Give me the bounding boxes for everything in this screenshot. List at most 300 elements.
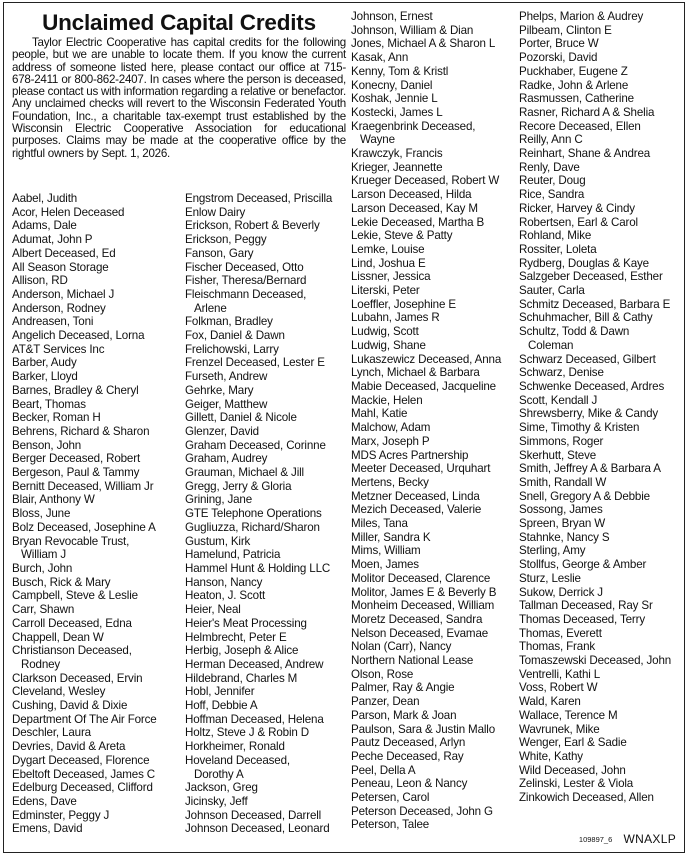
list-item-text: Devries, David & Areta bbox=[12, 740, 126, 754]
list-item-text: Behrens, Richard & Sharon bbox=[12, 424, 150, 438]
list-item-text: Bernitt Deceased, William Jr bbox=[12, 479, 154, 493]
list-item-text: Blair, Anthony W bbox=[12, 493, 95, 507]
list-item-text: Hildebrand, Charles M bbox=[185, 671, 298, 685]
list-item-text: Sauter, Carla bbox=[519, 284, 585, 298]
list-item bbox=[185, 466, 348, 480]
list-item-text: Thomas, Frank bbox=[519, 640, 596, 654]
name-list-column-1 bbox=[12, 192, 180, 836]
list-item-text: Smith, Jeffrey A & Barbara A bbox=[519, 462, 661, 476]
list-item bbox=[519, 216, 684, 230]
list-item-text: Porter, Bruce W bbox=[519, 37, 599, 51]
list-item bbox=[185, 384, 348, 398]
list-item-text: Mezich Deceased, Valerie bbox=[351, 503, 482, 517]
list-item-text: Peterson, Talee bbox=[351, 818, 430, 832]
list-item-text: Graham, Audrey bbox=[185, 452, 268, 466]
list-item bbox=[519, 531, 684, 545]
list-item-text: Clarkson Deceased, Ervin bbox=[12, 671, 143, 685]
list-item-text: Deschler, Laura bbox=[12, 726, 91, 740]
job-code: 109897_6 bbox=[578, 834, 613, 844]
list-item-text: Literski, Peter bbox=[351, 284, 420, 298]
list-item bbox=[351, 544, 516, 558]
list-item-text: Mabie Deceased, Jacqueline bbox=[351, 379, 496, 393]
list-item bbox=[351, 627, 516, 641]
list-item bbox=[519, 476, 684, 490]
list-item bbox=[519, 284, 684, 298]
list-item bbox=[12, 644, 180, 671]
list-item bbox=[519, 120, 684, 134]
list-item bbox=[185, 507, 348, 521]
list-item-text: Benson, John bbox=[12, 438, 82, 452]
list-item-text: Edelburg Deceased, Clifford bbox=[12, 781, 153, 795]
list-item bbox=[12, 521, 180, 535]
list-item bbox=[12, 356, 180, 370]
list-item bbox=[519, 380, 684, 394]
list-item-text: Ventrelli, Kathi L bbox=[519, 667, 601, 681]
list-item bbox=[185, 644, 348, 658]
list-item bbox=[519, 394, 684, 408]
list-item bbox=[185, 398, 348, 412]
list-item bbox=[185, 726, 348, 740]
list-item-text: Ludwig, Shane bbox=[351, 338, 426, 352]
notice-page bbox=[3, 2, 685, 853]
list-item bbox=[519, 24, 684, 38]
list-item-text: Sossong, James bbox=[519, 503, 603, 517]
list-item-text: Department Of The Air Force bbox=[12, 712, 157, 726]
list-item bbox=[519, 106, 684, 120]
list-item bbox=[351, 586, 516, 600]
list-item-text: Johnson, Ernest bbox=[351, 10, 433, 23]
list-item bbox=[519, 366, 684, 380]
list-item-text: Fleischmann Deceased, bbox=[185, 287, 307, 301]
list-item bbox=[519, 10, 684, 24]
list-item bbox=[351, 229, 516, 243]
name-list-column-2 bbox=[185, 192, 348, 836]
list-item bbox=[351, 558, 516, 572]
list-item bbox=[519, 298, 684, 312]
list-item-text: Sime, Timothy & Kristen bbox=[519, 421, 640, 435]
list-item bbox=[351, 257, 516, 271]
list-item bbox=[351, 435, 516, 449]
list-item bbox=[185, 713, 348, 727]
list-item bbox=[351, 65, 516, 79]
name-list-column-4 bbox=[519, 10, 684, 805]
list-item bbox=[12, 247, 180, 261]
list-item-text: Johnson, William & Dian bbox=[351, 23, 474, 37]
list-item bbox=[351, 764, 516, 778]
list-item bbox=[12, 329, 180, 343]
list-item bbox=[519, 449, 684, 463]
list-item bbox=[12, 233, 180, 247]
list-item bbox=[185, 658, 348, 672]
list-item-text: Reuter, Doug bbox=[519, 174, 586, 188]
list-item-text: Lissner, Jessica bbox=[351, 270, 431, 284]
list-item-text: Mims, William bbox=[351, 544, 421, 558]
list-item bbox=[351, 216, 516, 230]
list-item bbox=[519, 65, 684, 79]
list-item-text: Kenny, Tom & Kristl bbox=[351, 64, 449, 78]
list-item-text: Simmons, Roger bbox=[519, 434, 604, 448]
list-item-text: AT&T Services Inc bbox=[12, 342, 105, 356]
list-item bbox=[185, 315, 348, 329]
list-item-text: Heaton, J. Scott bbox=[185, 589, 266, 603]
list-item-text: Kasak, Ann bbox=[351, 51, 409, 65]
list-item bbox=[185, 809, 348, 823]
list-item bbox=[351, 791, 516, 805]
list-item bbox=[12, 398, 180, 412]
list-item bbox=[519, 229, 684, 243]
list-item-text: Monheim Deceased, William bbox=[351, 599, 495, 613]
list-item-text: Skerhutt, Steve bbox=[519, 448, 597, 462]
list-item-text: Peneau, Leon & Nancy bbox=[351, 777, 468, 791]
list-item-text: Rohland, Mike bbox=[519, 229, 592, 243]
list-item bbox=[351, 640, 516, 654]
list-item bbox=[12, 795, 180, 809]
list-item-text: Spreen, Bryan W bbox=[519, 517, 606, 531]
list-item-text: Parson, Mark & Joan bbox=[351, 708, 457, 722]
list-item bbox=[185, 288, 348, 315]
list-item-text: Hammel Hunt & Holding LLC bbox=[185, 561, 331, 575]
list-item bbox=[351, 366, 516, 380]
list-item bbox=[519, 51, 684, 65]
list-item bbox=[351, 407, 516, 421]
list-item-text: Hamelund, Patricia bbox=[185, 548, 281, 562]
list-item bbox=[12, 439, 180, 453]
list-item-text: Frelichowski, Larry bbox=[185, 342, 279, 356]
list-item-text: Schultz, Todd & Dawn bbox=[519, 325, 630, 339]
list-item-text: Erickson, Robert & Beverly bbox=[185, 219, 320, 233]
list-item bbox=[185, 576, 348, 590]
list-item-text: Loeffler, Josephine E bbox=[351, 297, 456, 311]
list-item-text: Snell, Gregory A & Debbie bbox=[519, 489, 650, 503]
list-item bbox=[185, 219, 348, 233]
list-item-text: Cushing, David & Dixie bbox=[12, 699, 128, 713]
list-item-text: Ricker, Harvey & Cindy bbox=[519, 201, 635, 215]
list-item-text: Graham Deceased, Corinne bbox=[185, 438, 326, 452]
list-item bbox=[519, 270, 684, 284]
list-item bbox=[351, 380, 516, 394]
list-item bbox=[185, 781, 348, 795]
list-item bbox=[351, 572, 516, 586]
list-item bbox=[12, 740, 180, 754]
list-item bbox=[185, 247, 348, 261]
list-item bbox=[519, 544, 684, 558]
list-item bbox=[519, 462, 684, 476]
list-item bbox=[351, 709, 516, 723]
list-item bbox=[351, 681, 516, 695]
list-item-text: Bryan Revocable Trust, bbox=[12, 534, 130, 548]
list-item-text: Mackie, Helen bbox=[351, 393, 423, 407]
list-item-text: Stollfus, George & Amber bbox=[519, 558, 647, 572]
list-item-text: Pautz Deceased, Arlyn bbox=[351, 736, 466, 750]
list-item-text: Christianson Deceased, bbox=[12, 644, 132, 658]
list-item bbox=[185, 206, 348, 220]
notice-title: Unclaimed Capital Credits bbox=[42, 10, 316, 35]
list-item bbox=[12, 562, 180, 576]
list-item bbox=[519, 37, 684, 51]
list-item-text: Furseth, Andrew bbox=[185, 370, 268, 384]
list-item bbox=[519, 188, 684, 202]
list-item bbox=[185, 261, 348, 275]
list-item bbox=[351, 750, 516, 764]
list-item-text: Renly, Dave bbox=[519, 160, 580, 174]
list-item-text: Puckhaber, Eugene Z bbox=[519, 64, 628, 78]
list-item-text: Helmbrecht, Peter E bbox=[185, 630, 287, 644]
list-item bbox=[185, 685, 348, 699]
list-item bbox=[519, 490, 684, 504]
list-item bbox=[351, 695, 516, 709]
list-item bbox=[519, 79, 684, 93]
list-item-text: Petersen, Carol bbox=[351, 791, 430, 805]
list-item bbox=[185, 754, 348, 781]
list-item-text: Miles, Tana bbox=[351, 517, 408, 531]
list-item-text: Rydberg, Douglas & Kaye bbox=[519, 256, 649, 270]
list-item-text: Folkman, Bradley bbox=[185, 315, 273, 329]
list-item-text: Engstrom Deceased, Priscilla bbox=[185, 192, 333, 205]
list-item-text: Sukow, Derrick J bbox=[519, 585, 603, 599]
list-item bbox=[185, 493, 348, 507]
list-item-text: Molitor Deceased, Clarence bbox=[351, 571, 491, 585]
name-list-column-3 bbox=[351, 10, 516, 832]
list-item-text: Horkheimer, Ronald bbox=[185, 740, 285, 754]
list-item-text: Peterson Deceased, John G bbox=[351, 804, 493, 818]
list-item bbox=[351, 325, 516, 339]
list-item-continuation: Dorothy A bbox=[194, 767, 244, 781]
list-item bbox=[351, 298, 516, 312]
list-item-text: Moen, James bbox=[351, 558, 419, 572]
list-item bbox=[185, 452, 348, 466]
list-item-text: All Season Storage bbox=[12, 260, 109, 274]
publication-code: WNAXLP bbox=[623, 832, 676, 846]
list-item-text: Anderson, Rodney bbox=[12, 301, 106, 315]
list-item-continuation: Coleman bbox=[528, 338, 574, 352]
list-item bbox=[12, 617, 180, 631]
list-item bbox=[185, 617, 348, 631]
list-item-text: Heier, Neal bbox=[185, 603, 241, 617]
list-item bbox=[519, 353, 684, 367]
list-item-text: Wavrunek, Mike bbox=[519, 722, 600, 736]
list-item-text: Jicinsky, Jeff bbox=[185, 794, 248, 808]
list-item bbox=[185, 343, 348, 357]
list-item-text: Herman Deceased, Andrew bbox=[185, 657, 324, 671]
list-item-text: Johnson Deceased, Leonard bbox=[185, 822, 330, 836]
list-item-text: Peche Deceased, Ray bbox=[351, 749, 464, 763]
list-item bbox=[351, 79, 516, 93]
list-item bbox=[519, 709, 684, 723]
list-item bbox=[12, 493, 180, 507]
list-item-text: Wild Deceased, John bbox=[519, 763, 626, 777]
list-item-text: Krueger Deceased, Robert W bbox=[351, 174, 500, 188]
list-item-text: Palmer, Ray & Angie bbox=[351, 681, 455, 695]
list-item-text: Fox, Daniel & Dawn bbox=[185, 329, 285, 343]
list-item-text: Zelinski, Lester & Viola bbox=[519, 777, 634, 791]
list-item-text: Barker, Lloyd bbox=[12, 370, 78, 384]
list-item bbox=[351, 723, 516, 737]
list-item-text: Beart, Thomas bbox=[12, 397, 86, 411]
list-item bbox=[351, 161, 516, 175]
list-item-text: GTE Telephone Operations bbox=[185, 507, 322, 521]
list-item-text: Recore Deceased, Ellen bbox=[519, 119, 641, 133]
list-item-text: Bolz Deceased, Josephine A bbox=[12, 520, 156, 534]
list-item-text: Metzner Deceased, Linda bbox=[351, 489, 480, 503]
list-item bbox=[12, 822, 180, 836]
list-item-text: Mahl, Katie bbox=[351, 407, 408, 421]
list-item-text: MDS Acres Partnership bbox=[351, 448, 469, 462]
list-item-text: Scott, Kendall J bbox=[519, 393, 598, 407]
list-item-text: Allison, RD bbox=[12, 274, 68, 288]
list-item bbox=[519, 517, 684, 531]
list-item-text: Aabel, Judith bbox=[12, 192, 78, 205]
list-item-text: Lekie, Steve & Patty bbox=[351, 229, 453, 243]
list-item-text: Larson Deceased, Hilda bbox=[351, 188, 472, 202]
list-item-text: Schwarz, Denise bbox=[519, 366, 604, 380]
list-item bbox=[351, 517, 516, 531]
list-item bbox=[351, 777, 516, 791]
list-item bbox=[351, 449, 516, 463]
list-item bbox=[351, 106, 516, 120]
list-item-text: Adams, Dale bbox=[12, 219, 77, 233]
list-item bbox=[351, 462, 516, 476]
list-item bbox=[519, 421, 684, 435]
list-item-text: Pilbeam, Clinton E bbox=[519, 23, 612, 37]
list-item-text: Koshak, Jennie L bbox=[351, 92, 438, 106]
list-item bbox=[12, 274, 180, 288]
list-item bbox=[12, 288, 180, 302]
list-item-text: Jackson, Greg bbox=[185, 781, 258, 795]
list-item-text: Edminster, Peggy J bbox=[12, 808, 110, 822]
list-item-text: Burch, John bbox=[12, 561, 73, 575]
list-item-text: Miller, Sandra K bbox=[351, 530, 431, 544]
list-item-text: Hobl, Jennifer bbox=[185, 685, 255, 699]
list-item-text: Kraegenbrink Deceased, bbox=[351, 119, 476, 133]
list-item bbox=[519, 435, 684, 449]
list-item-text: Northern National Lease bbox=[351, 654, 474, 668]
list-item-text: Rice, Sandra bbox=[519, 188, 585, 202]
list-item-text: Cleveland, Wesley bbox=[12, 685, 106, 699]
list-item bbox=[185, 274, 348, 288]
list-item bbox=[519, 791, 684, 805]
list-item-text: Glenzer, David bbox=[185, 424, 259, 438]
list-item bbox=[351, 476, 516, 490]
list-item bbox=[12, 261, 180, 275]
list-item-text: Albert Deceased, Ed bbox=[12, 246, 116, 260]
list-item bbox=[519, 161, 684, 175]
list-item bbox=[351, 10, 516, 24]
list-item-text: Reinhart, Shane & Andrea bbox=[519, 147, 651, 161]
list-item bbox=[185, 356, 348, 370]
ad-footer bbox=[579, 832, 676, 846]
list-item-text: Lind, Joshua E bbox=[351, 256, 426, 270]
list-item bbox=[519, 572, 684, 586]
list-item-text: Carr, Shawn bbox=[12, 603, 75, 617]
list-item bbox=[519, 736, 684, 750]
list-item bbox=[519, 668, 684, 682]
list-item-text: Phelps, Marion & Audrey bbox=[519, 10, 644, 23]
list-item bbox=[351, 92, 516, 106]
list-item bbox=[12, 809, 180, 823]
list-item bbox=[351, 37, 516, 51]
list-item-text: Rasner, Richard A & Shelia bbox=[519, 105, 655, 119]
list-item-continuation: Wayne bbox=[360, 133, 395, 147]
list-item-text: Radke, John & Arlene bbox=[519, 78, 629, 92]
list-item bbox=[351, 270, 516, 284]
list-item-text: Lukaszewicz Deceased, Anna bbox=[351, 352, 502, 366]
list-item bbox=[519, 311, 684, 325]
list-item-text: Lubahn, James R bbox=[351, 311, 440, 325]
list-item-text: Tomaszewski Deceased, John bbox=[519, 654, 672, 668]
list-item bbox=[519, 627, 684, 641]
list-item-text: Dygart Deceased, Florence bbox=[12, 753, 150, 767]
list-item bbox=[351, 339, 516, 353]
list-item-text: Voss, Robert W bbox=[519, 681, 598, 695]
list-item-text: Edens, Dave bbox=[12, 794, 77, 808]
list-item bbox=[351, 284, 516, 298]
list-item bbox=[185, 329, 348, 343]
list-item bbox=[12, 781, 180, 795]
list-item bbox=[12, 425, 180, 439]
list-item bbox=[351, 654, 516, 668]
list-item bbox=[12, 343, 180, 357]
list-item-text: Olson, Rose bbox=[351, 667, 414, 681]
list-item bbox=[12, 754, 180, 768]
list-item-text: Ebeltoft Deceased, James C bbox=[12, 767, 156, 781]
list-item bbox=[12, 192, 180, 206]
list-item-text: Thomas, Everett bbox=[519, 626, 602, 640]
list-item bbox=[519, 243, 684, 257]
list-item-text: Malchow, Adam bbox=[351, 421, 431, 435]
list-item-text: Salzgeber Deceased, Esther bbox=[519, 270, 663, 284]
list-item-text: Rasmussen, Catherine bbox=[519, 92, 634, 106]
list-item-text: Gehrke, Mary bbox=[185, 383, 254, 397]
list-item bbox=[519, 750, 684, 764]
list-item bbox=[519, 503, 684, 517]
list-item-text: Meeter Deceased, Urquhart bbox=[351, 462, 491, 476]
list-item bbox=[185, 631, 348, 645]
list-item-text: Adumat, John P bbox=[12, 233, 93, 247]
list-item bbox=[351, 24, 516, 38]
list-item-text: Marx, Joseph P bbox=[351, 434, 430, 448]
list-item-text: Schmitz Deceased, Barbara E bbox=[519, 297, 671, 311]
list-item bbox=[12, 535, 180, 562]
list-item bbox=[351, 818, 516, 832]
list-item bbox=[351, 311, 516, 325]
list-item bbox=[519, 599, 684, 613]
list-item bbox=[185, 370, 348, 384]
list-item bbox=[519, 558, 684, 572]
list-item-text: Enlow Dairy bbox=[185, 205, 246, 219]
list-item-text: Gugliuzza, Richard/Sharon bbox=[185, 520, 320, 534]
list-item-text: Jones, Michael A & Sharon L bbox=[351, 37, 496, 51]
list-item bbox=[185, 535, 348, 549]
list-item-text: Busch, Rick & Mary bbox=[12, 575, 111, 589]
list-item-continuation: Arlene bbox=[194, 301, 227, 315]
list-item-text: Sterling, Amy bbox=[519, 544, 586, 558]
list-item-text: Zinkowich Deceased, Allen bbox=[519, 791, 654, 805]
list-item bbox=[12, 603, 180, 617]
list-item-continuation: William J bbox=[21, 548, 67, 562]
list-item bbox=[351, 490, 516, 504]
list-item-text: Wallace, Terence M bbox=[519, 708, 618, 722]
list-item bbox=[351, 51, 516, 65]
list-item bbox=[519, 407, 684, 421]
list-item-text: Pozorski, David bbox=[519, 51, 598, 65]
list-item-text: Geiger, Matthew bbox=[185, 397, 268, 411]
list-item bbox=[12, 302, 180, 316]
list-item-text: Nolan (Carr), Nancy bbox=[351, 640, 452, 654]
list-item-text: Gregg, Jerry & Gloria bbox=[185, 479, 292, 493]
list-item bbox=[351, 394, 516, 408]
list-item-text: Molitor, James E & Beverly B bbox=[351, 585, 497, 599]
notice-header bbox=[12, 11, 346, 160]
